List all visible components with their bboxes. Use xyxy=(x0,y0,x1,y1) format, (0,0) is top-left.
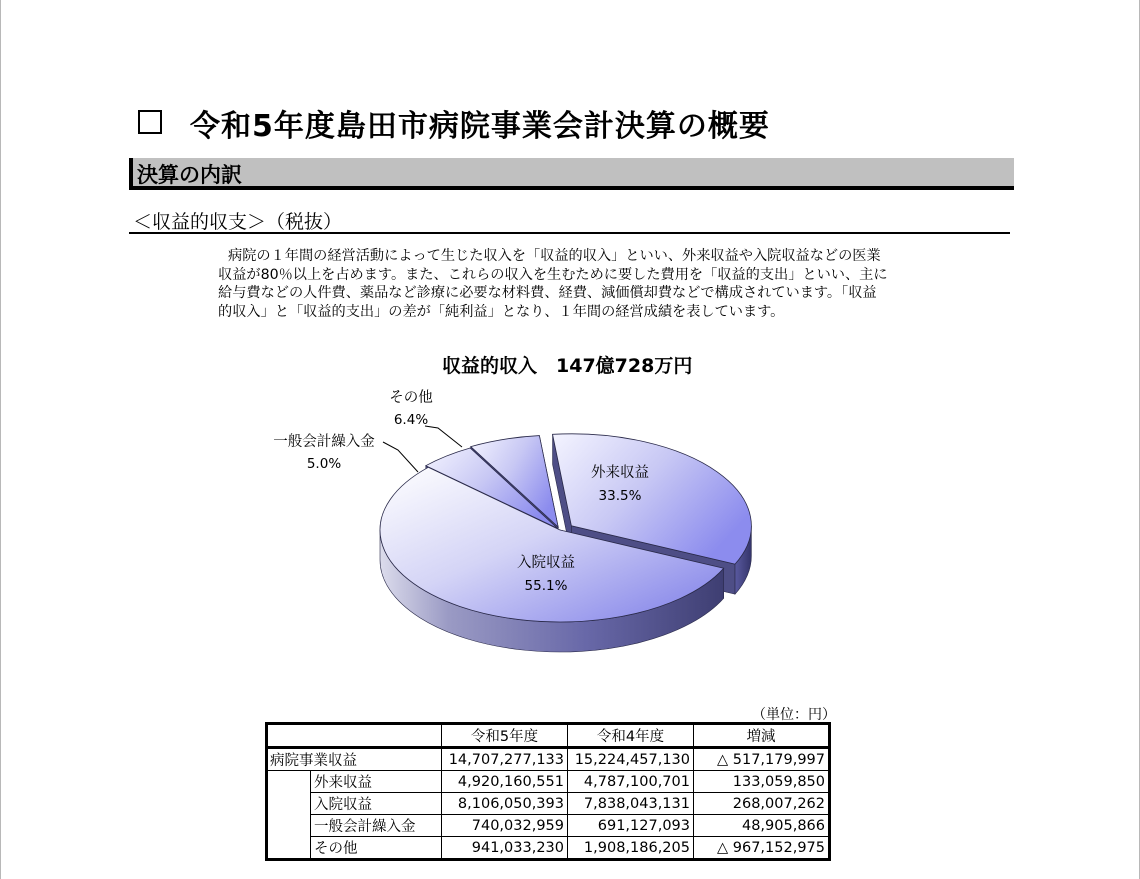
row-diff: △ 967,152,975 xyxy=(694,837,830,860)
indent-cell xyxy=(267,771,311,860)
row-label: その他 xyxy=(311,837,442,860)
page-title-text: 令和5年度島田市病院事業会計決算の概要 xyxy=(190,109,770,144)
slice-value-other: 6.4% xyxy=(393,412,429,428)
row-r4: 691,127,093 xyxy=(568,815,694,837)
table-row xyxy=(267,837,830,860)
table-header-r5: 令和5年度 xyxy=(442,724,568,748)
paragraph-line: 病院の１年間の経営活動によって生じた収入を「収益的収入」といい、外来収益や入院収益などの医業 xyxy=(228,248,881,264)
row-r5: 740,032,959 xyxy=(442,815,568,837)
slice-label-general-transfer: 一般会計繰入金 xyxy=(273,434,375,450)
table-header-blank xyxy=(267,724,442,748)
row-r5: 8,106,050,393 xyxy=(442,793,568,815)
row-r5: 941,033,230 xyxy=(442,837,568,860)
row-label: 入院収益 xyxy=(311,793,442,815)
row-diff: 268,007,262 xyxy=(694,793,830,815)
section-header-text: 決算の内訳 xyxy=(137,163,242,187)
slice-label-other: その他 xyxy=(389,390,433,406)
table-row xyxy=(267,815,830,837)
row-r4: 7,838,043,131 xyxy=(568,793,694,815)
row-label: 外来収益 xyxy=(311,771,442,793)
leader-line-general xyxy=(383,442,418,472)
row-r5: 4,920,160,551 xyxy=(442,771,568,793)
subsection-header-text: ＜収益的収支＞（税抜） xyxy=(133,211,343,233)
total-r5: 14,707,277,133 xyxy=(442,748,568,771)
slice-label-inpatient: 入院収益 xyxy=(517,555,575,571)
paragraph-line: 収益が80％以上を占めます。また、これらの収入を生むために要した費用を「収益的支出」といい、主に xyxy=(218,266,888,283)
revenue-table xyxy=(265,722,831,861)
paragraph-line: 的収入」と「収益的支出」の差が「純利益」となり、１年間の経営成績を表しています。 xyxy=(218,303,785,320)
row-r4: 4,787,100,701 xyxy=(568,771,694,793)
slice-label-outpatient: 外来収益 xyxy=(591,465,649,481)
paragraph-line: 給与費などの人件費、薬品など診療に必要な材料費、経費、減価償却費などで構成されています。「収益 xyxy=(218,285,877,301)
row-diff: 133,059,850 xyxy=(694,771,830,793)
table-header-diff: 増減 xyxy=(694,724,830,748)
row-diff: 48,905,866 xyxy=(694,815,830,837)
table-row xyxy=(267,793,830,815)
table-row xyxy=(267,771,830,793)
total-label: 病院事業収益 xyxy=(267,748,442,771)
total-diff: △ 517,179,997 xyxy=(694,748,830,771)
slice-value-outpatient: 33.5% xyxy=(598,488,642,504)
row-label: 一般会計繰入金 xyxy=(311,815,442,837)
table-row-total xyxy=(267,748,830,771)
table-unit-label: （単位：円） xyxy=(752,707,836,723)
total-r4: 15,224,457,130 xyxy=(568,748,694,771)
table-header-r4: 令和4年度 xyxy=(568,724,694,748)
leader-line-other xyxy=(425,426,462,447)
slice-value-general-transfer: 5.0% xyxy=(306,456,342,472)
chart-title: 収益的収入 147億728万円 xyxy=(442,355,693,377)
slice-value-inpatient: 55.1% xyxy=(524,578,568,594)
row-r4: 1,908,186,205 xyxy=(568,837,694,860)
table-header-row xyxy=(267,724,830,748)
